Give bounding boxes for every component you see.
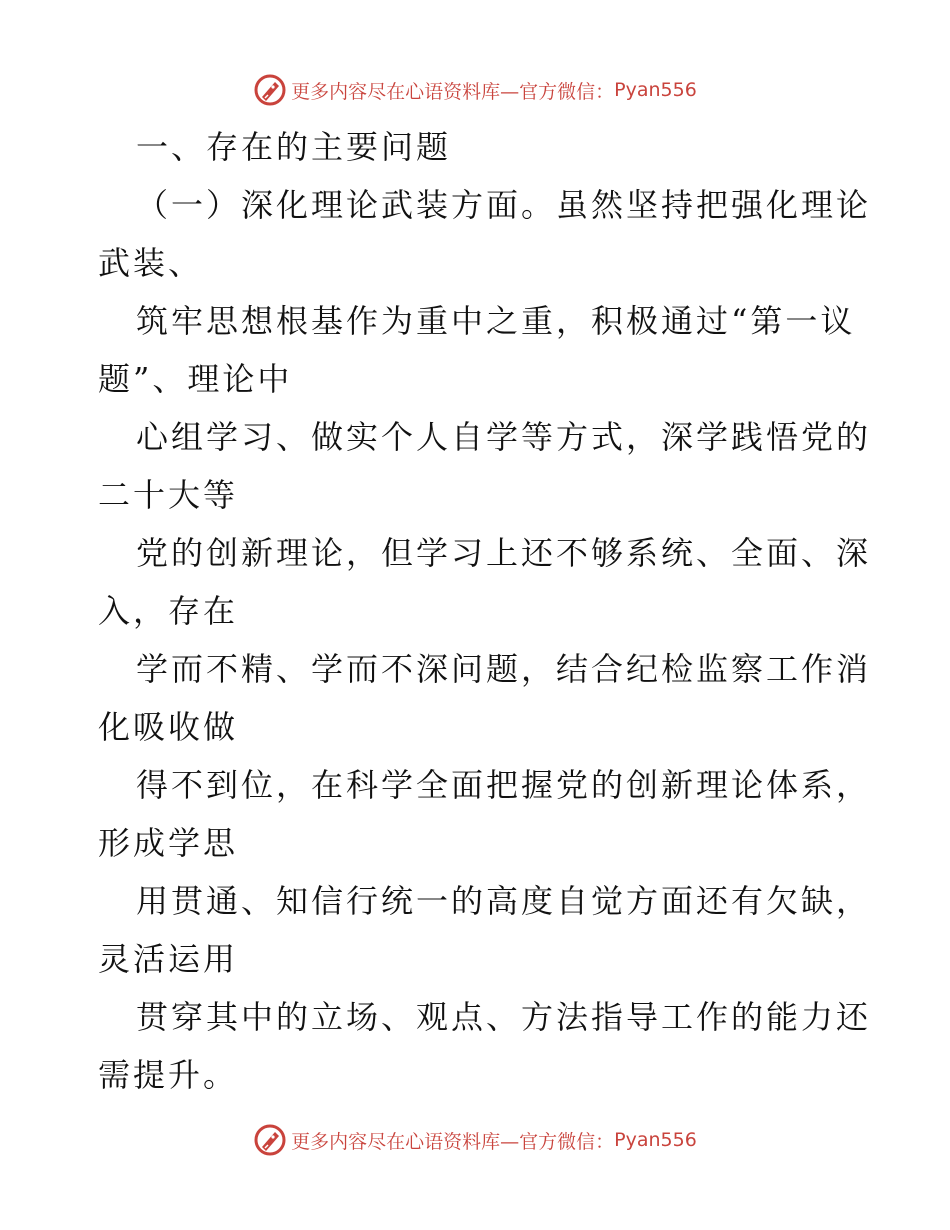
- paragraph-line: 心组学习、做实个人自学等方式，深学践悟党的: [136, 418, 872, 456]
- paragraph-line: 得不到位，在科学全面把握党的创新理论体系，: [136, 766, 872, 804]
- paragraph-line: 灵活运用: [98, 940, 239, 978]
- paragraph-line: 化吸收做: [98, 708, 239, 746]
- paragraph-line: 党的创新理论，但学习上还不够系统、全面、深: [136, 534, 872, 572]
- paragraph-line: 贯穿其中的立场、观点、方法指导工作的能力还: [136, 998, 872, 1036]
- paragraph-line: 筑牢思想根基作为重中之重，积极通过“第一议: [136, 302, 856, 340]
- paragraph-line: 二十大等: [98, 476, 239, 514]
- paragraph-line: 题”、理论中: [98, 360, 293, 398]
- paragraph-line: （一）深化理论武装方面。虽然坚持把强化理论: [136, 186, 872, 224]
- watermark-text: 更多内容尽在心语资料库—官方微信：: [291, 80, 615, 103]
- pen-nib-logo-icon: [253, 73, 287, 107]
- watermark-text: 更多内容尽在心语资料库—官方微信：: [291, 1130, 615, 1153]
- paragraph-line: 武装、: [98, 244, 204, 282]
- watermark-wechat-id: Pyan556: [614, 1129, 697, 1151]
- paragraph-line: 形成学思: [98, 824, 239, 862]
- section-heading: 一、存在的主要问题: [136, 128, 452, 166]
- paragraph-line: 用贯通、知信行统一的高度自觉方面还有欠缺，: [136, 882, 872, 920]
- paragraph-line: 入，存在: [98, 592, 239, 630]
- footer-watermark: [0, 1120, 950, 1160]
- paragraph-line: 需提升。: [98, 1056, 239, 1094]
- pen-nib-logo-icon: [253, 1123, 287, 1157]
- header-watermark: [0, 70, 950, 110]
- watermark-wechat-id: Pyan556: [614, 79, 697, 101]
- paragraph-line: 学而不精、学而不深问题，结合纪检监察工作消: [136, 650, 872, 688]
